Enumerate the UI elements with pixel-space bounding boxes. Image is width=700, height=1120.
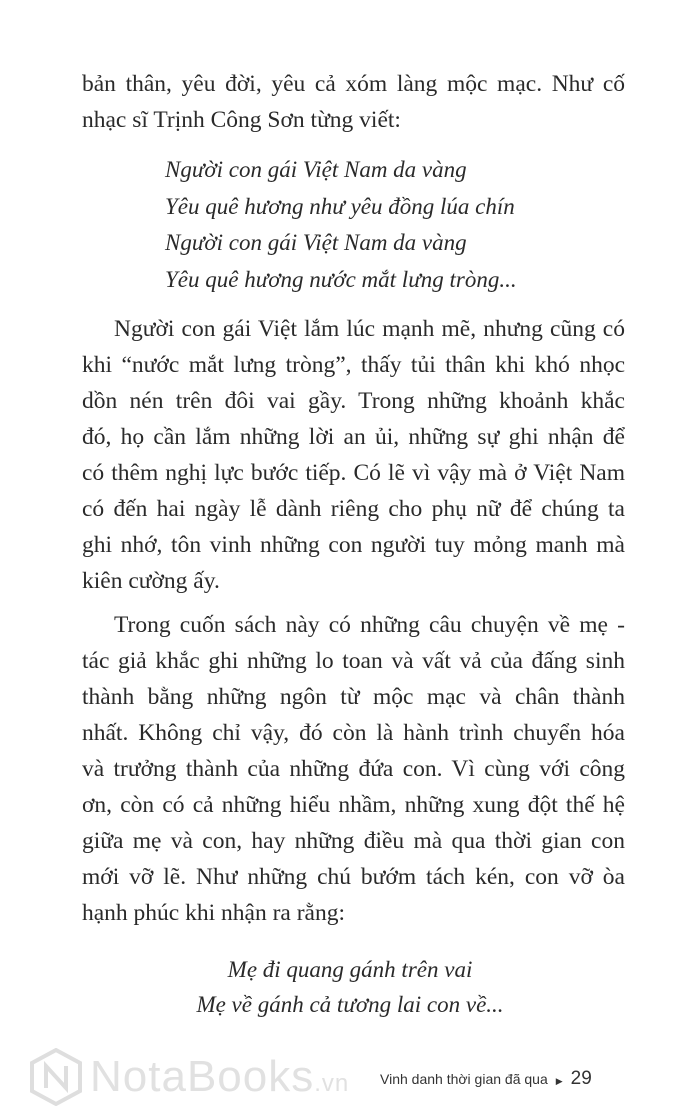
verse-line: Người con gái Việt Nam da vàng [165, 157, 467, 182]
verse-line: Mẹ về gánh cả tương lai con về... [196, 992, 504, 1017]
text-line: nhạc sĩ Trịnh Công Sơn từng viết: [82, 107, 401, 133]
verse-line: Yêu quê hương nước mắt lưng tròng... [165, 267, 517, 292]
verse-line: Người con gái Việt Nam da vàng [165, 230, 467, 255]
triangle-right-icon: ▶ [555, 1076, 563, 1086]
watermark [90, 1052, 349, 1109]
text-line: mới vỡ lẽ. Như những chú bướm tách kén, con vỡ òa [82, 864, 625, 890]
text-line: giữa mẹ và con, hay những điều mà qua thời gian con [82, 828, 625, 854]
text-line: bản thân, yêu đời, yêu cả xóm làng mộc mạc. Như cố [82, 71, 625, 97]
text-line: đó, họ cần lắm những lời an ủi, những sự ghi nhận để [82, 424, 625, 450]
page-footer [380, 1068, 592, 1090]
watermark-suffix: .vn [314, 1070, 350, 1097]
verse-line: Yêu quê hương như yêu đồng lúa chín [165, 194, 515, 219]
text-line: tác giả khắc ghi những lo toan và vất vả của đấng sinh [82, 648, 625, 674]
text-line: hạnh phúc khi nhận ra rằng: [82, 900, 345, 926]
text-line: thành bằng những ngôn từ mộc mạc và chân thành [82, 684, 625, 710]
text-line: và trưởng thành của những đứa con. Vì cùng với công [82, 756, 625, 782]
text-line: kiên cường ấy. [82, 568, 220, 594]
text-line: nhất. Không chỉ vậy, đó còn là hành trình chuyển hóa [82, 720, 625, 746]
text-line: ghi nhớ, tôn vinh những con người tuy mỏng manh mà [82, 532, 625, 558]
text-line: ơn, còn có cả những hiểu nhầm, những xung đột thế hệ [82, 792, 625, 818]
verse-line: Mẹ đi quang gánh trên vai [227, 957, 473, 982]
text-line: khi “nước mắt lưng tròng”, thấy tủi thân khi khó nhọc [82, 352, 625, 378]
text-line: có thêm nghị lực bước tiếp. Có lẽ vì vậy mà ở Việt Nam [82, 460, 625, 486]
watermark-logo-icon [30, 1048, 82, 1106]
text-line: có đến hai ngày lễ dành riêng cho phụ nữ để chúng ta [82, 496, 625, 522]
text-line: dồn nén trên đôi vai gầy. Trong những khoảnh khắc [82, 388, 625, 414]
text-line: Người con gái Việt lắm lúc mạnh mẽ, nhưng cũng có [114, 316, 625, 342]
text-line: Trong cuốn sách này có những câu chuyện về mẹ - [114, 612, 625, 638]
running-title: Vinh danh thời gian đã qua [380, 1071, 548, 1087]
page-number: 29 [570, 1068, 592, 1089]
watermark-text: NotaBooks [90, 1052, 315, 1101]
